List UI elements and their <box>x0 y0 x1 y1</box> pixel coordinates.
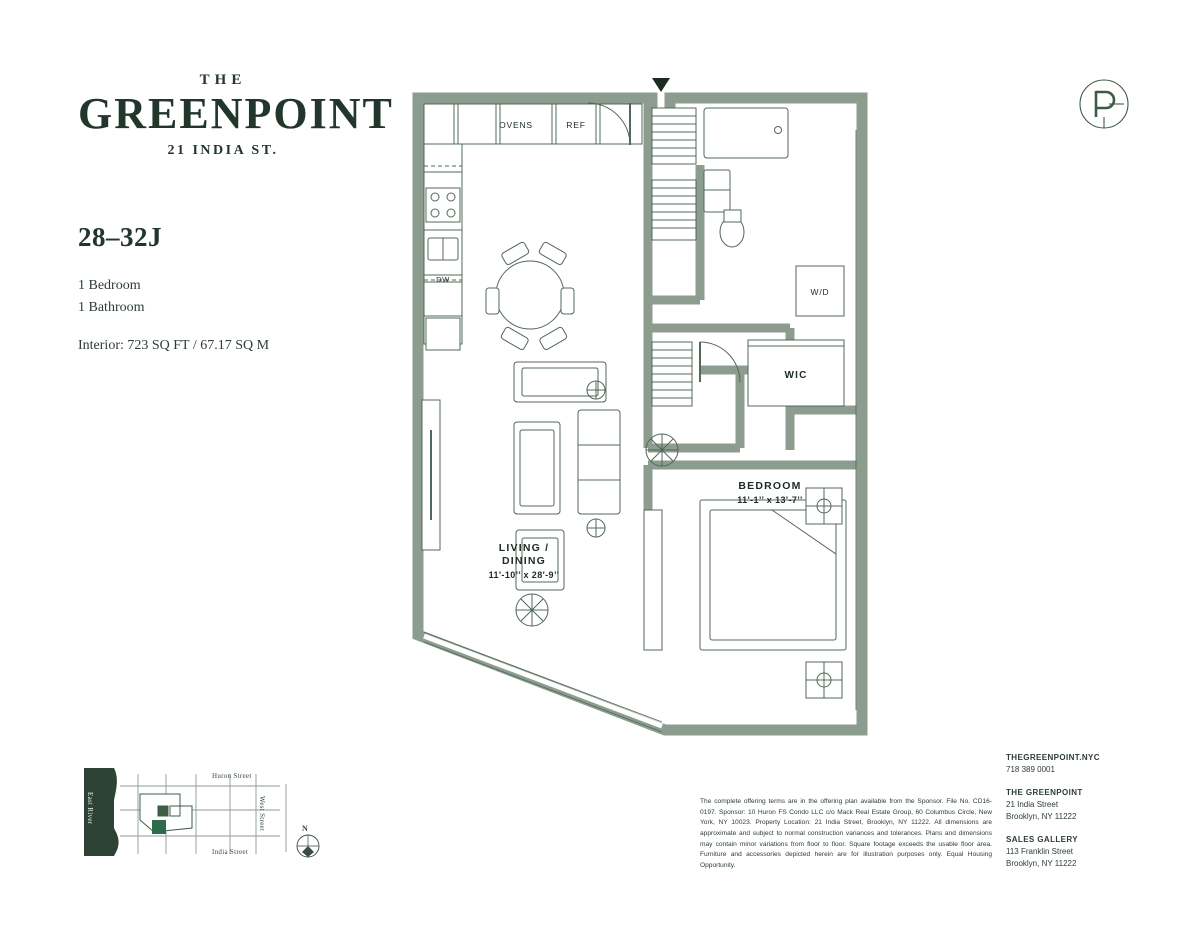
unit-bedrooms: 1 Bedroom <box>78 278 141 293</box>
sales-gallery-city: Brooklyn, NY 11222 <box>1006 859 1077 868</box>
building-address-block <box>1006 787 1176 823</box>
keymap-east-river: East River <box>86 792 94 825</box>
living-dining-dimensions: 11'-10’’ x 28'-9’’ <box>488 570 560 581</box>
keymap-street-huron: Huron Street <box>212 772 252 780</box>
brand-address: 21 INDIA ST. <box>167 143 279 159</box>
building-city: Brooklyn, NY 11222 <box>1006 812 1077 821</box>
key-map-svg <box>80 762 330 862</box>
phone-number[interactable]: 718 389 0001 <box>1006 765 1055 774</box>
unit-info <box>78 222 398 354</box>
tag-ref: REF <box>566 120 586 130</box>
keymap-compass-label: N <box>302 824 309 833</box>
living-dining-line2: DINING <box>502 555 546 568</box>
floorplan-drawing <box>400 70 960 770</box>
brand-block <box>78 72 394 159</box>
unit-bathrooms: 1 Bathroom <box>78 299 145 315</box>
keymap-street-west: West Street <box>258 796 266 832</box>
tag-ovens: OVENS <box>499 120 533 130</box>
building-heading: THE GREENPOINT <box>1006 788 1083 797</box>
entry-arrow-icon <box>652 78 670 92</box>
living-dining-line1: LIVING / <box>498 542 550 554</box>
website-link[interactable]: THEGREENPOINT.NYC <box>1006 753 1100 762</box>
sales-gallery-block <box>1006 834 1176 870</box>
unit-interior-area: Interior: 723 SQ FT / 67.17 SQ M <box>78 338 270 354</box>
greenpoint-logo-icon <box>1078 78 1130 130</box>
legal-disclaimer: The complete offering terms are in the offering plan available from the Sponsor. File No. CD16-0197. Sponsor: 10 Huron FS Condo LLC c/o Mack Real Estate Group, 60 Columbus Circle, New York, NY 10023. Property Location: 21 India Street, Brooklyn, NY 11222. All dimensions are approximate and subject to normal construction variances and tolerances. Plans and dimensions may contain minor variations from floor to floor. Square footage exceeds the usable floor area. Furniture and accessories depicted herein are for illustration purposes only. Equal Housing Opportunity. <box>700 798 992 870</box>
sales-gallery-street: 113 Franklin Street <box>1006 847 1073 856</box>
bedroom-name: BEDROOM <box>738 480 802 492</box>
key-map-unit-highlight <box>152 820 166 834</box>
tag-wd: W/D <box>810 287 830 297</box>
brand-name: GREENPOINT <box>78 89 394 138</box>
unit-rooms <box>78 275 398 318</box>
bedroom-dimensions: 11'-1’’ x 13'-7’’ <box>737 495 803 506</box>
contact-block <box>1006 752 1176 870</box>
tag-dw: DW <box>436 275 450 284</box>
brand-the: THE <box>199 72 247 88</box>
key-map <box>80 762 330 862</box>
building-street: 21 India Street <box>1006 800 1059 809</box>
tag-wic: WIC <box>784 370 808 381</box>
keymap-street-india: India Street <box>212 848 249 856</box>
sales-gallery-heading: SALES GALLERY <box>1006 835 1079 844</box>
floorplan-svg <box>400 70 960 770</box>
compass-icon <box>297 835 319 857</box>
unit-number: 28–32J <box>78 222 162 252</box>
